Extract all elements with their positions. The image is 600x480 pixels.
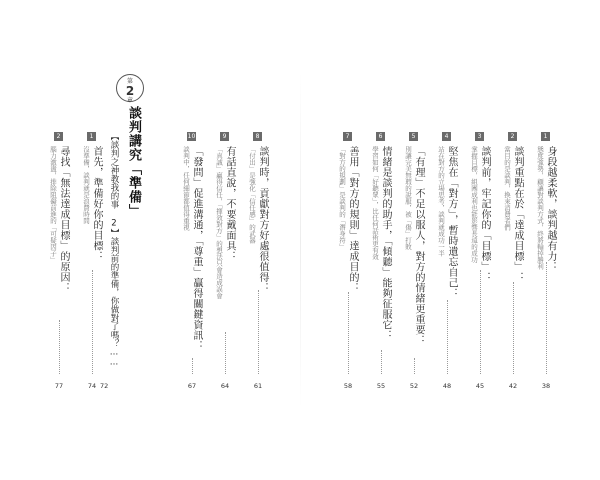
entry-subtitle: 「付出」是強化「信任感」的武器 xyxy=(248,146,256,244)
leader-dots xyxy=(225,332,226,374)
entry-number-badge: 7 xyxy=(343,132,352,141)
chapter-title: 談判講究「準備」 xyxy=(126,106,141,218)
leader-dots xyxy=(513,282,514,374)
entry-title: 身段越柔軟，談判越有力： xyxy=(545,146,556,272)
chapter-label-top: 第 xyxy=(126,78,133,85)
leader-dots xyxy=(258,290,259,374)
entry-title: 尋找「無法達成目標」的原因： xyxy=(58,146,69,293)
toc-entry xyxy=(404,132,424,394)
chapter-label-bottom: 章 xyxy=(126,97,133,104)
entry-number-badge: 3 xyxy=(475,132,484,141)
toc-entry xyxy=(49,132,69,394)
entry-title: 談判前，牢記你的「目標」： xyxy=(479,146,490,283)
page-number: 45 xyxy=(475,382,485,390)
chapter-number: 2 xyxy=(125,84,135,98)
toc-entry xyxy=(503,132,523,394)
entry-title: 情緒是談判的助手，「傾聽」能夠征服它： xyxy=(380,146,391,341)
page-number: 67 xyxy=(187,382,197,390)
entry-subtitle: 學習如何「好聽眾」，比任何話術更有效 xyxy=(371,146,379,260)
page-number: 72 xyxy=(100,382,109,390)
page-gutter xyxy=(300,70,301,410)
entry-title: 善用「對方的規則」達成目的： xyxy=(347,146,358,293)
page-number: 38 xyxy=(541,382,551,390)
chapter-intro: 【談判之神教我的事 2】談判前的準備，你做對了嗎？…… xyxy=(109,132,119,368)
toc-entry xyxy=(82,132,102,394)
page-number: 61 xyxy=(253,382,263,390)
leader-dots xyxy=(348,292,349,374)
toc-entry xyxy=(371,132,391,394)
entry-subtitle: 別讓完美無瑕的說服，被「傷」打敗 xyxy=(404,146,412,250)
toc-entry xyxy=(470,132,490,394)
entry-number-badge: 1 xyxy=(87,132,96,141)
entry-subtitle: 態度強勢，顧讓對談判方式，終將輸掉勝利 xyxy=(536,146,544,270)
entry-title: 首先，準備好你的目標： xyxy=(91,146,102,262)
leader-dots xyxy=(414,358,415,374)
page-number: 77 xyxy=(54,382,64,390)
entry-title: 「發問」促進溝通，「尊重」贏得關鍵資訊： xyxy=(191,146,202,351)
toc-entry xyxy=(215,132,235,394)
page-number: 74 xyxy=(87,382,97,390)
leader-dots xyxy=(381,350,382,374)
entry-title: 有話直說，不要戴面具： xyxy=(224,146,235,262)
page-number: 58 xyxy=(343,382,353,390)
leader-dots xyxy=(480,270,481,374)
entry-number-badge: 9 xyxy=(220,132,229,141)
entry-subtitle: 談判中，任何細節都值得重視 xyxy=(182,146,190,231)
chapter-number-badge xyxy=(116,74,144,102)
entry-subtitle: 「對方的規劃」是談判的「潛身符」 xyxy=(338,146,346,250)
entry-title: 「有理」不足以服人，對方的情緒更重要： xyxy=(413,146,424,346)
entry-number-badge: 2 xyxy=(54,132,63,141)
entry-number-badge: 10 xyxy=(187,133,196,140)
entry-subtitle: 掌握目標，組團成利也能影響長遠的成功 xyxy=(470,146,478,263)
entry-number-badge: 4 xyxy=(442,132,451,141)
leader-dots xyxy=(192,358,193,374)
entry-subtitle: 沒準備，談判就是浪費時間 xyxy=(82,146,90,224)
toc-entry xyxy=(182,132,202,394)
entry-subtitle: 腦力激盪，排除阻礙前進的「可疑因子」 xyxy=(49,146,57,263)
page-number: 48 xyxy=(442,382,452,390)
entry-subtitle: 「真誠」贏得信任，「揮效對方」的想法只會造成誤會 xyxy=(215,146,223,299)
page-number: 42 xyxy=(508,382,518,390)
leader-dots xyxy=(447,300,448,374)
page-number: 55 xyxy=(376,382,386,390)
toc-entry xyxy=(338,132,358,394)
entry-number-badge: 1 xyxy=(541,132,550,141)
page-number: 52 xyxy=(409,382,419,390)
toc-entry xyxy=(248,132,268,394)
entry-number-badge: 8 xyxy=(253,132,262,141)
entry-number-badge: 5 xyxy=(409,132,418,141)
toc-entry xyxy=(536,132,556,394)
leader-dots xyxy=(59,320,60,374)
entry-subtitle: 當目的是談判，換來消費者們 xyxy=(503,146,511,231)
entry-subtitle: 站在對方的立場思考，談判就成功一半 xyxy=(437,146,445,257)
toc-entry xyxy=(437,132,457,394)
entry-title: 談判重點在於「達成目標」： xyxy=(512,146,523,283)
leader-dots xyxy=(546,262,547,374)
leader-dots xyxy=(92,270,93,374)
entry-number-badge: 2 xyxy=(508,132,517,141)
entry-number-badge: 6 xyxy=(376,132,385,141)
entry-title: 談判時，貢獻對方好處很值得： xyxy=(257,146,268,293)
entry-title: 堅焦在「對方」，暫時遺忘自己： xyxy=(446,146,457,299)
page-number: 64 xyxy=(220,382,230,390)
